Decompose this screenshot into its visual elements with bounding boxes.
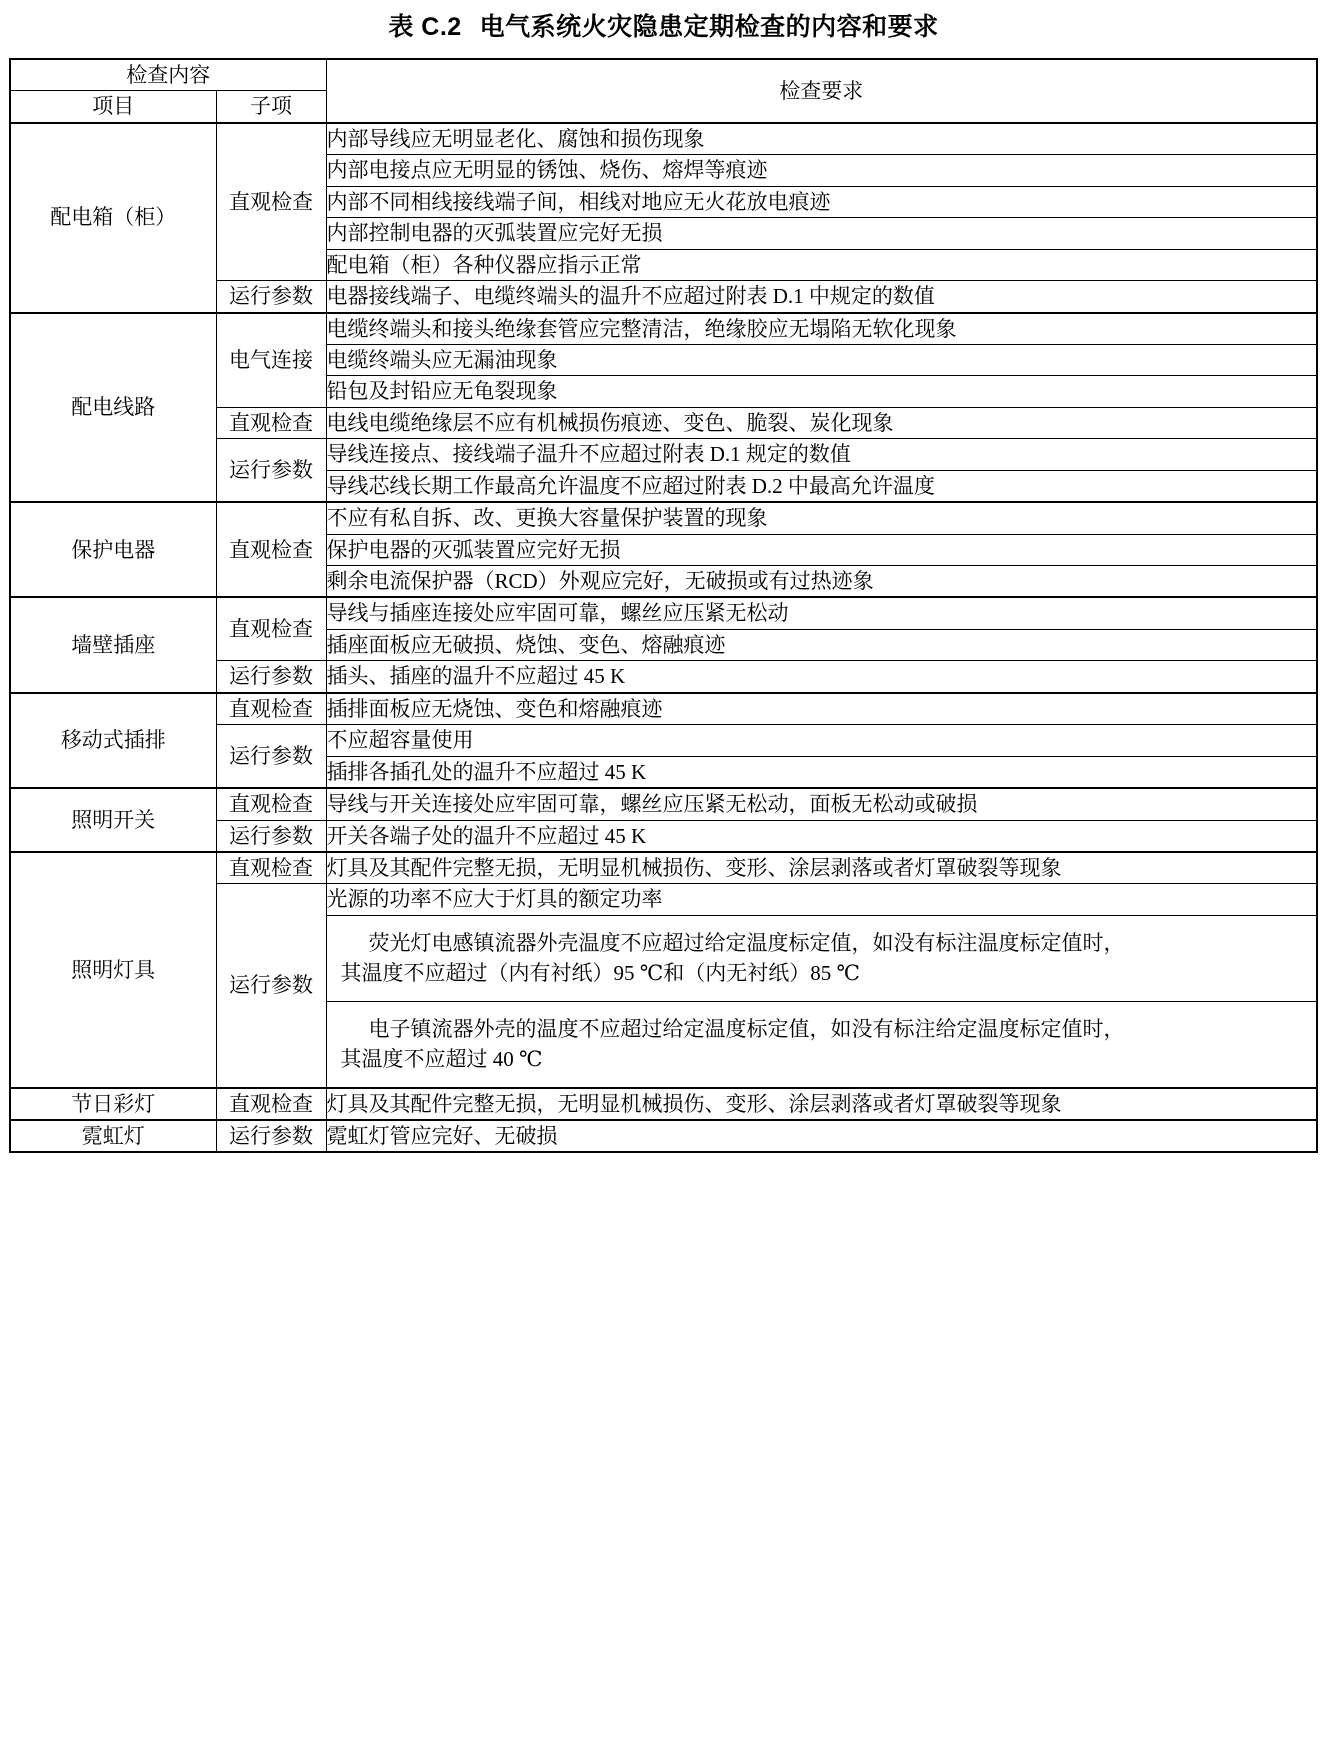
cell-requirement	[326, 1001, 1317, 1087]
cell-item: 保护电器	[10, 502, 216, 597]
cell-subitem: 运行参数	[216, 725, 326, 788]
cell-requirement: 导线与插座连接处应牢固可靠，螺丝应压紧无松动	[326, 597, 1317, 629]
cell-subitem: 直观检查	[216, 852, 326, 884]
cell-item: 配电线路	[10, 313, 216, 503]
cell-subitem: 直观检查	[216, 502, 326, 597]
table-row	[10, 1088, 1317, 1120]
cell-requirement: 配电箱（柜）各种仪器应指示正常	[326, 249, 1317, 280]
cell-subitem: 直观检查	[216, 1088, 326, 1120]
cell-requirement	[326, 915, 1317, 1001]
cell-item: 移动式插排	[10, 693, 216, 788]
requirement-line-1: 电子镇流器外壳的温度不应超过给定温度标定值，如没有标注给定温度标定值时，	[368, 1016, 1125, 1041]
cell-requirement: 电线电缆绝缘层不应有机械损伤痕迹、变色、脆裂、炭化现象	[326, 407, 1317, 438]
cell-item: 墙壁插座	[10, 597, 216, 692]
cell-subitem: 直观检查	[216, 123, 326, 281]
table-number: 表 C.2	[388, 13, 462, 41]
cell-requirement: 插头、插座的温升不应超过 45 K	[326, 661, 1317, 693]
requirement-line-1: 荧光灯电感镇流器外壳温度不应超过给定温度标定值，如没有标注温度标定值时，	[368, 930, 1125, 955]
table-row	[10, 1120, 1317, 1152]
cell-requirement: 内部不同相线接线端子间，相线对地应无火花放电痕迹	[326, 186, 1317, 217]
table-row	[10, 788, 1317, 820]
cell-requirement: 电器接线端子、电缆终端头的温升不应超过附表 D.1 中规定的数值	[326, 281, 1317, 313]
cell-item: 节日彩灯	[10, 1088, 216, 1120]
header-inspection-content: 检查内容	[10, 59, 326, 91]
cell-subitem: 运行参数	[216, 439, 326, 502]
cell-requirement: 不应有私自拆、改、更换大容量保护装置的现象	[326, 502, 1317, 534]
table-body	[10, 59, 1317, 1152]
table-title: 电气系统火灾隐患定期检查的内容和要求	[479, 13, 939, 41]
cell-requirement: 电缆终端头应无漏油现象	[326, 344, 1317, 375]
header-col-subitem: 子项	[216, 91, 326, 123]
table-row	[10, 502, 1317, 534]
cell-requirement: 导线芯线长期工作最高允许温度不应超过附表 D.2 中最高允许温度	[326, 470, 1317, 502]
cell-requirement: 光源的功率不应大于灯具的额定功率	[326, 884, 1317, 915]
cell-subitem: 运行参数	[216, 1120, 326, 1152]
cell-subitem: 直观检查	[216, 693, 326, 725]
cell-requirement: 不应超容量使用	[326, 725, 1317, 756]
cell-requirement: 导线连接点、接线端子温升不应超过附表 D.1 规定的数值	[326, 439, 1317, 470]
cell-item: 霓虹灯	[10, 1120, 216, 1152]
cell-item: 照明开关	[10, 788, 216, 852]
cell-subitem: 直观检查	[216, 788, 326, 820]
cell-requirement: 内部导线应无明显老化、腐蚀和损伤现象	[326, 123, 1317, 155]
cell-requirement: 灯具及其配件完整无损，无明显机械损伤、变形、涂层剥落或者灯罩破裂等现象	[326, 852, 1317, 884]
cell-requirement: 开关各端子处的温升不应超过 45 K	[326, 820, 1317, 852]
cell-requirement: 剩余电流保护器（RCD）外观应完好，无破损或有过热迹象	[326, 566, 1317, 598]
cell-requirement: 内部控制电器的灭弧装置应完好无损	[326, 218, 1317, 249]
cell-subitem: 运行参数	[216, 884, 326, 1088]
cell-subitem: 运行参数	[216, 281, 326, 313]
cell-requirement: 保护电器的灭弧装置应完好无损	[326, 534, 1317, 565]
header-inspection-requirement: 检查要求	[326, 59, 1317, 123]
table-caption	[0, 0, 1327, 58]
cell-requirement: 霓虹灯管应完好、无破损	[326, 1120, 1317, 1152]
cell-requirement: 导线与开关连接处应牢固可靠，螺丝应压紧无松动，面板无松动或破损	[326, 788, 1317, 820]
table-row	[10, 123, 1317, 155]
table-row	[10, 313, 1317, 345]
table-row	[10, 852, 1317, 884]
cell-item: 照明灯具	[10, 852, 216, 1088]
cell-requirement: 插排各插孔处的温升不应超过 45 K	[326, 756, 1317, 788]
requirement-line-2: 其温度不应超过 40 ℃	[340, 1047, 543, 1072]
table-row	[10, 597, 1317, 629]
cell-subitem: 运行参数	[216, 661, 326, 693]
cell-requirement: 电缆终端头和接头绝缘套管应完整清洁，绝缘胶应无塌陷无软化现象	[326, 313, 1317, 345]
table-header-row-1	[10, 59, 1317, 91]
cell-item: 配电箱（柜）	[10, 123, 216, 313]
cell-subitem: 运行参数	[216, 820, 326, 852]
requirement-line-2: 其温度不应超过（内有衬纸）95 ℃和（内无衬纸）85 ℃	[340, 961, 860, 986]
cell-requirement: 内部电接点应无明显的锈蚀、烧伤、熔焊等痕迹	[326, 155, 1317, 186]
cell-requirement: 灯具及其配件完整无损，无明显机械损伤、变形、涂层剥落或者灯罩破裂等现象	[326, 1088, 1317, 1120]
cell-subitem: 直观检查	[216, 407, 326, 438]
cell-requirement: 铅包及封铅应无龟裂现象	[326, 376, 1317, 407]
cell-requirement: 插排面板应无烧蚀、变色和熔融痕迹	[326, 693, 1317, 725]
inspection-table	[9, 58, 1318, 1153]
table-row	[10, 693, 1317, 725]
cell-subitem: 电气连接	[216, 313, 326, 408]
header-col-item: 项目	[10, 91, 216, 123]
cell-requirement: 插座面板应无破损、烧蚀、变色、熔融痕迹	[326, 629, 1317, 660]
cell-subitem: 直观检查	[216, 597, 326, 660]
